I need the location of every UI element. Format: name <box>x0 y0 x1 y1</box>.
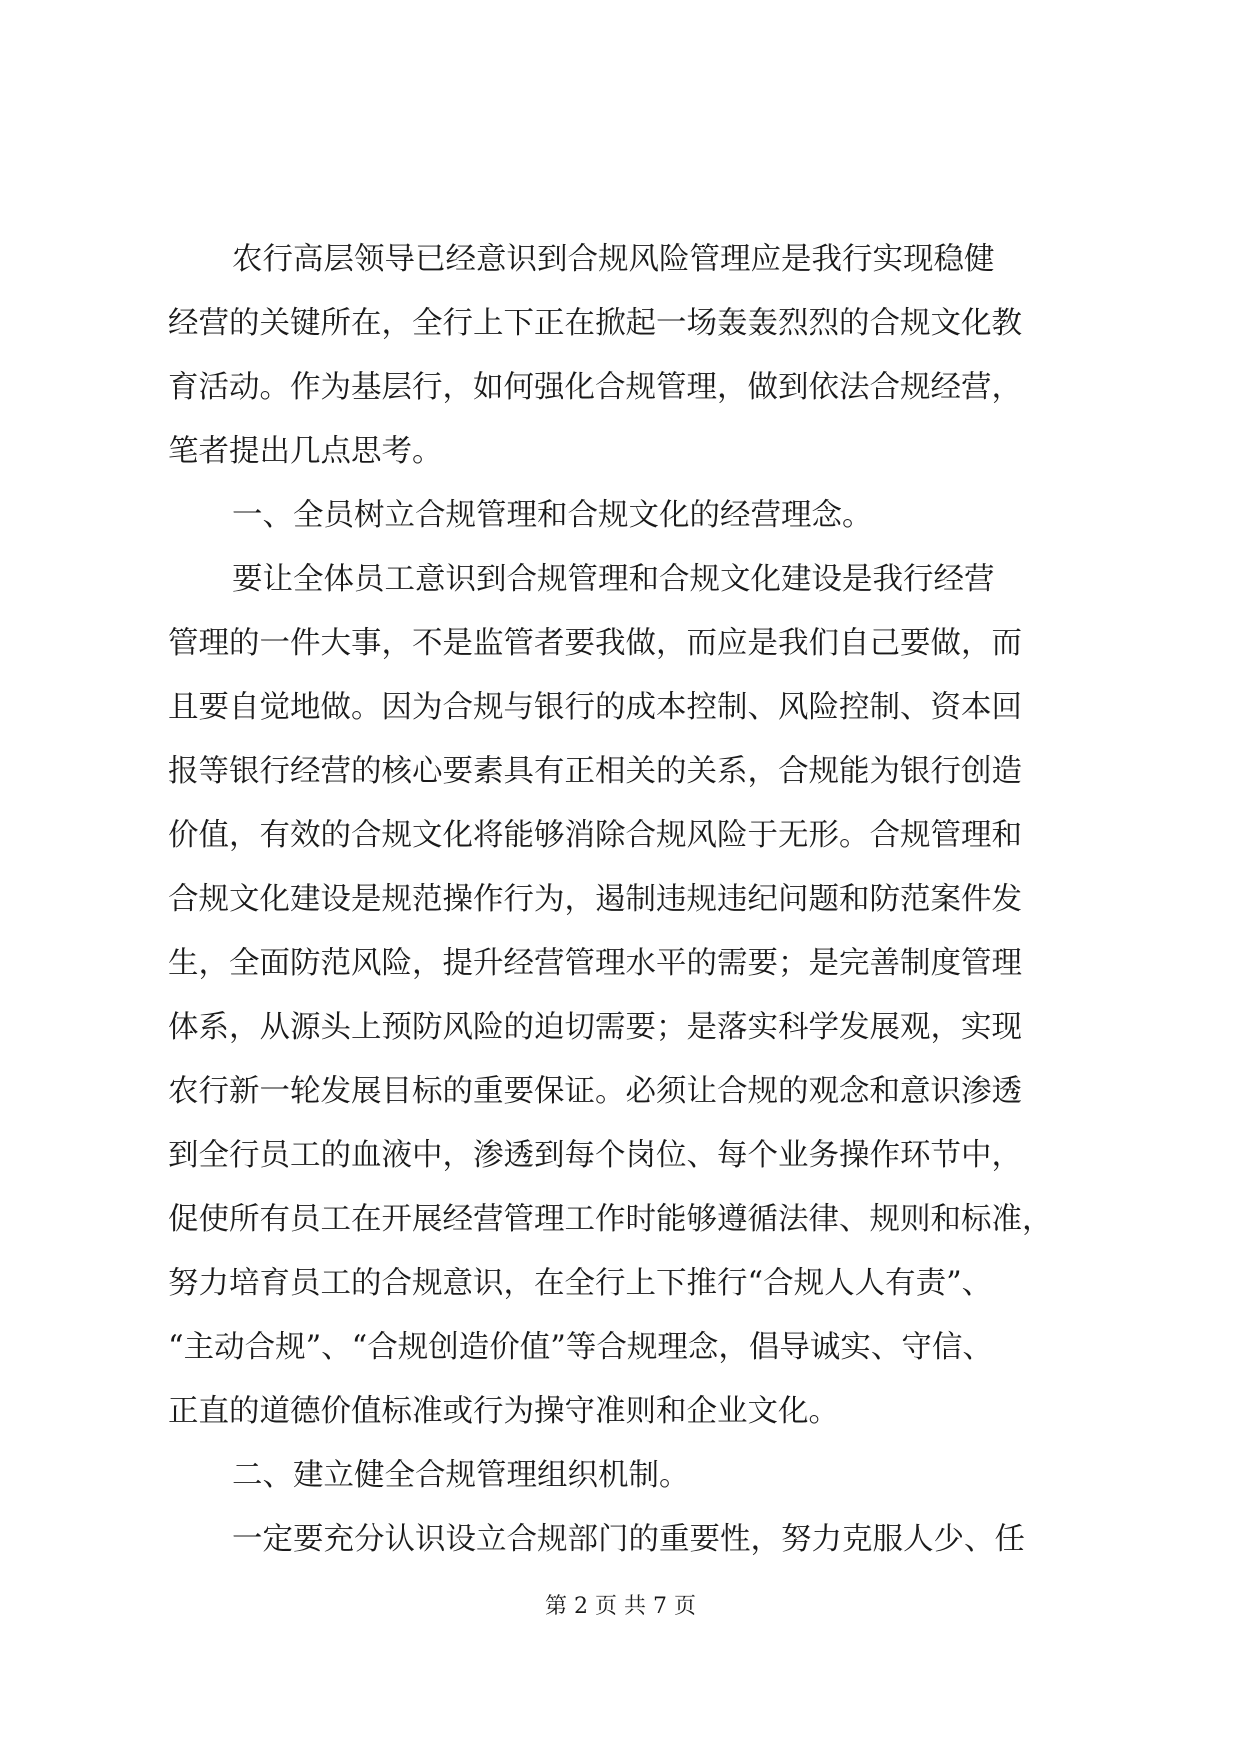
page-footer <box>0 1592 1241 1622</box>
paragraph-line: 且要自觉地做。因为合规与银行的成本控制、风险控制、资本回 <box>168 690 1022 725</box>
paragraph-line: 报等银行经营的核心要素具有正相关的关系，合规能为银行创造 <box>168 754 1022 789</box>
document-body <box>168 228 1080 1572</box>
section-heading: 二、建立健全合规管理组织机制。 <box>232 1458 690 1493</box>
section-heading: 一、全员树立合规管理和合规文化的经营理念。 <box>232 498 873 533</box>
paragraph-line: 农行高层领导已经意识到合规风险管理应是我行实现稳健 <box>232 242 995 277</box>
paragraph-line: 生，全面防范风险，提升经营管理水平的需要；是完善制度管理 <box>168 946 1022 981</box>
paragraph-line: 农行新一轮发展目标的重要保证。必须让合规的观念和意识渗透 <box>168 1074 1022 1109</box>
paragraph-line: 正直的道德价值标准或行为操守准则和企业文化。 <box>168 1394 839 1429</box>
paragraph-line: 一定要充分认识设立合规部门的重要性，努力克服人少、任 <box>232 1522 1025 1557</box>
paragraph-line: 经营的关键所在，全行上下正在掀起一场轰轰烈烈的合规文化教 <box>168 306 1022 341</box>
paragraph-line: 到全行员工的血液中，渗透到每个岗位、每个业务操作环节中， <box>168 1138 1022 1173</box>
paragraph-line: 育活动。作为基层行，如何强化合规管理，做到依法合规经营， <box>168 370 1022 405</box>
paragraph-line: 合规文化建设是规范操作行为，遏制违规违纪问题和防范案件发 <box>168 882 1022 917</box>
paragraph-line: 要让全体员工意识到合规管理和合规文化建设是我行经营 <box>232 562 995 597</box>
paragraph-line: 努力培育员工的合规意识，在全行上下推行“合规人人有责”、 <box>168 1266 993 1301</box>
paragraph-line: 管理的一件大事，不是监管者要我做，而应是我们自己要做，而 <box>168 626 1022 661</box>
paragraph-line: 促使所有员工在开展经营管理工作时能够遵循法律、规则和标准， <box>168 1202 1053 1237</box>
paragraph-line: 价值，有效的合规文化将能够消除合规风险于无形。合规管理和 <box>168 818 1022 853</box>
page-indicator: 第 2 页 共 7 页 <box>545 1594 696 1619</box>
paragraph-line: “主动合规”、“合规创造价值”等合规理念，倡导诚实、守信、 <box>168 1330 993 1365</box>
paragraph-line: 笔者提出几点思考。 <box>168 434 443 469</box>
paragraph-line: 体系，从源头上预防风险的迫切需要；是落实科学发展观，实现 <box>168 1010 1022 1045</box>
